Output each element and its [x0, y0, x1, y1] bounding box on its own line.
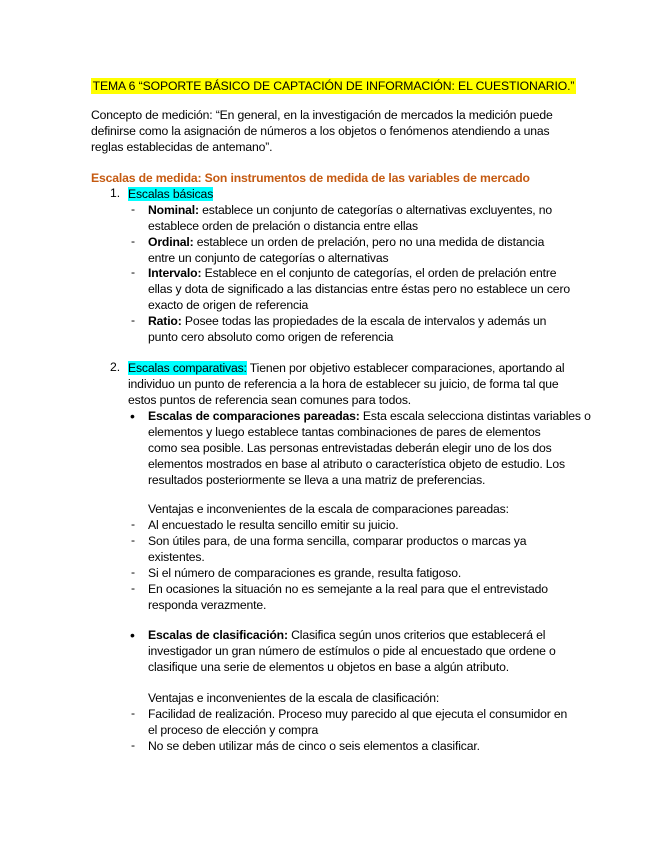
pareadas-line-4: elementos mostrados en base al atributo o característica objeto de estudio. Los	[148, 457, 565, 471]
ratio-line-1	[148, 313, 546, 329]
comparativas-line-2: individuo un punto de referencia a la hora de establecer su juicio, de forma tal que	[128, 377, 559, 391]
document-title: TEMA 6 “SOPORTE BÁSICO DE CAPTACIÓN DE INFORMACIÓN: EL CUESTIONARIO.”	[92, 79, 575, 93]
pareadas-line-1	[148, 408, 591, 424]
nominal-term: Nominal:	[148, 203, 199, 217]
intervalo-line-2: ellas y dota de significado a las distancias entre éstas pero no establece un cero	[148, 282, 570, 296]
clasificacion-ventajas-title: Ventajas e inconvenientes de la escala de clasificación:	[148, 691, 440, 705]
basicas-label-text: Escalas básicas	[128, 187, 214, 201]
pareadas-ventaja-1: Al encuestado le resulta sencillo emitir su juicio.	[148, 518, 399, 532]
pareadas-ventaja-2: Son útiles para, de una forma sencilla, comparar productos o marcas ya	[148, 534, 527, 548]
dash-marker: -	[131, 202, 136, 216]
escalas-heading: Escalas de medida: Son instrumentos de medida de las variables de mercado	[91, 171, 530, 185]
pareadas-ventaja-2b: existentes.	[148, 550, 205, 564]
comparativas-line-3: estos puntos de referencia sean comunes para todos.	[128, 393, 411, 407]
dash-marker: -	[131, 706, 136, 720]
clasificacion-line-3: clasifique una serie de elementos u objetos en base a algún atributo.	[148, 660, 509, 674]
intervalo-line-3: exacto de origen de referencia	[148, 298, 309, 312]
intervalo-term: Intervalo:	[148, 266, 202, 280]
pareadas-ventaja-4b: responda verazmente.	[148, 598, 267, 612]
nominal-text: establece un conjunto de categorías o alternativas excluyentes, no	[198, 203, 553, 217]
title-row	[0, 77, 655, 95]
clasificacion-text: Clasifica según unos criterios que establecerá el	[287, 628, 546, 642]
pareadas-ventajas-title: Ventajas e inconvenientes de la escala de comparaciones pareadas:	[148, 502, 509, 516]
nominal-line-1	[148, 202, 552, 218]
pareadas-ventaja-4: En ocasiones la situación no es semejante a la real para que el entrevistado	[148, 582, 548, 596]
list-number-2: 2.	[110, 360, 121, 374]
clasificacion-line-1	[148, 627, 545, 643]
clasificacion-term: Escalas de clasificación:	[148, 628, 288, 642]
concepto-line-1: Concepto de medición: “En general, en la investigación de mercados la medición puede	[91, 108, 553, 122]
pareadas-ventaja-3: Si el número de comparaciones es grande, resulta fatigoso.	[148, 566, 462, 580]
ordinal-line-2: entre un conjunto de categorías o alternativas	[148, 251, 389, 265]
dash-marker: -	[131, 313, 136, 327]
dash-marker: -	[131, 234, 136, 248]
pareadas-line-2: elementos y luego establece tantas combinaciones de pares de elementos	[148, 425, 541, 439]
dash-marker: -	[131, 565, 136, 579]
dash-marker: -	[131, 265, 136, 279]
bullet-marker: •	[130, 627, 135, 643]
ordinal-line-1	[148, 234, 544, 250]
clasificacion-ventaja-1b: el proceso de elección y compra	[148, 723, 319, 737]
dash-marker: -	[131, 581, 136, 595]
pareadas-term: Escalas de comparaciones pareadas:	[148, 409, 360, 423]
pareadas-line-5: resultados posteriormente se lleva a una matriz de preferencias.	[148, 473, 486, 487]
nominal-line-2: establece orden de prelación o distancia entre ellas	[148, 219, 418, 233]
comparativas-label: Escalas comparativas:	[128, 361, 247, 375]
basicas-label	[128, 186, 213, 202]
list-number-1: 1.	[110, 186, 121, 200]
ratio-text: Posee todas las propiedades de la escala de intervalos y además un	[181, 314, 547, 328]
pareadas-text: Esta escala selecciona distintas variables o	[359, 409, 591, 423]
clasificacion-ventaja-1: Facilidad de realización. Proceso muy parecido al que ejecuta el consumidor en	[148, 707, 568, 721]
ratio-term: Ratio:	[148, 314, 182, 328]
ratio-line-2: punto cero absoluto como origen de referencia	[148, 330, 394, 344]
dash-marker: -	[131, 517, 136, 531]
bullet-marker: •	[130, 408, 135, 424]
concepto-line-2: definirse como la asignación de números a los objetos o fenómenos atendiendo a unas	[91, 124, 550, 138]
comparativas-line-1	[128, 360, 565, 376]
intervalo-line-1	[148, 265, 556, 281]
dash-marker: -	[131, 738, 136, 752]
clasificacion-line-2: investigador un gran número de estímulos o pide al encuestado que ordene o	[148, 644, 556, 658]
clasificacion-ventaja-2: No se deben utilizar más de cinco o seis elementos a clasificar.	[148, 739, 480, 753]
ordinal-text: establece un orden de prelación, pero no una medida de distancia	[193, 235, 545, 249]
dash-marker: -	[131, 533, 136, 547]
concepto-line-3: reglas establecidas de antemano”.	[91, 140, 273, 154]
ordinal-term: Ordinal:	[148, 235, 194, 249]
comparativas-text: Tienen por objetivo establecer comparaciones, aportando al	[246, 361, 565, 375]
pareadas-line-3: como sea posible. Las personas entrevistadas deberán elegir uno de los dos	[148, 441, 552, 455]
intervalo-text: Establece en el conjunto de categorías, el orden de prelación entre	[201, 266, 557, 280]
